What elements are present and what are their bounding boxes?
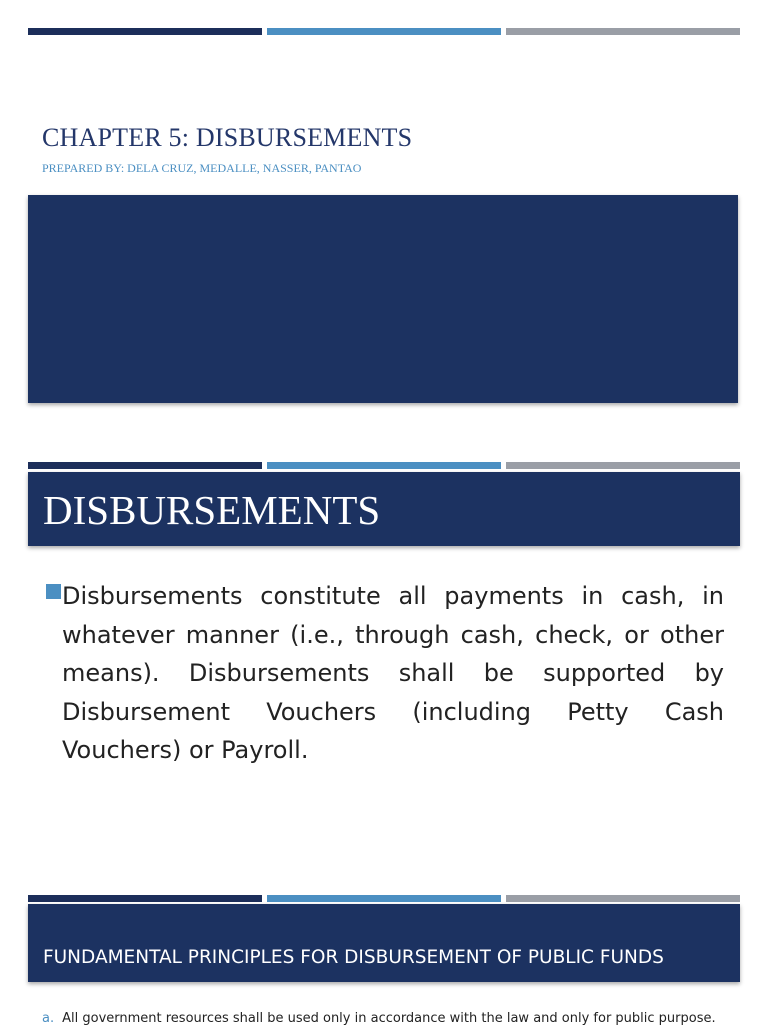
list-marker: a. <box>42 1011 55 1026</box>
slide-heading: DISBURSEMENTS <box>43 487 381 533</box>
accent-bar-gray <box>506 895 740 902</box>
list-item-text: All government resources shall be used only in accordance with the law and only for public purpose. <box>62 1011 716 1026</box>
slide-heading: FUNDAMENTAL PRINCIPLES FOR DISBURSEMENT OF PUBLIC FUNDS <box>43 947 664 968</box>
accent-bars <box>28 895 740 902</box>
slide-title-band <box>28 904 740 982</box>
definition-paragraph: Disbursements constitute all payments in cash, in whatever manner (i.e., through cash, check, or other means). Disbursements shall be supported by Disbursement Vouchers (including Petty Cash Vouchers) or Payroll. <box>62 582 724 764</box>
accent-bar-blue <box>267 895 501 902</box>
accent-bar-dark <box>28 895 262 902</box>
chapter-title: CHAPTER 5: DISBURSEMENTS <box>42 123 413 152</box>
prepared-by-subtitle: PREPARED BY: DELA CRUZ, MEDALLE, NASSER, PANTAO <box>42 161 362 175</box>
